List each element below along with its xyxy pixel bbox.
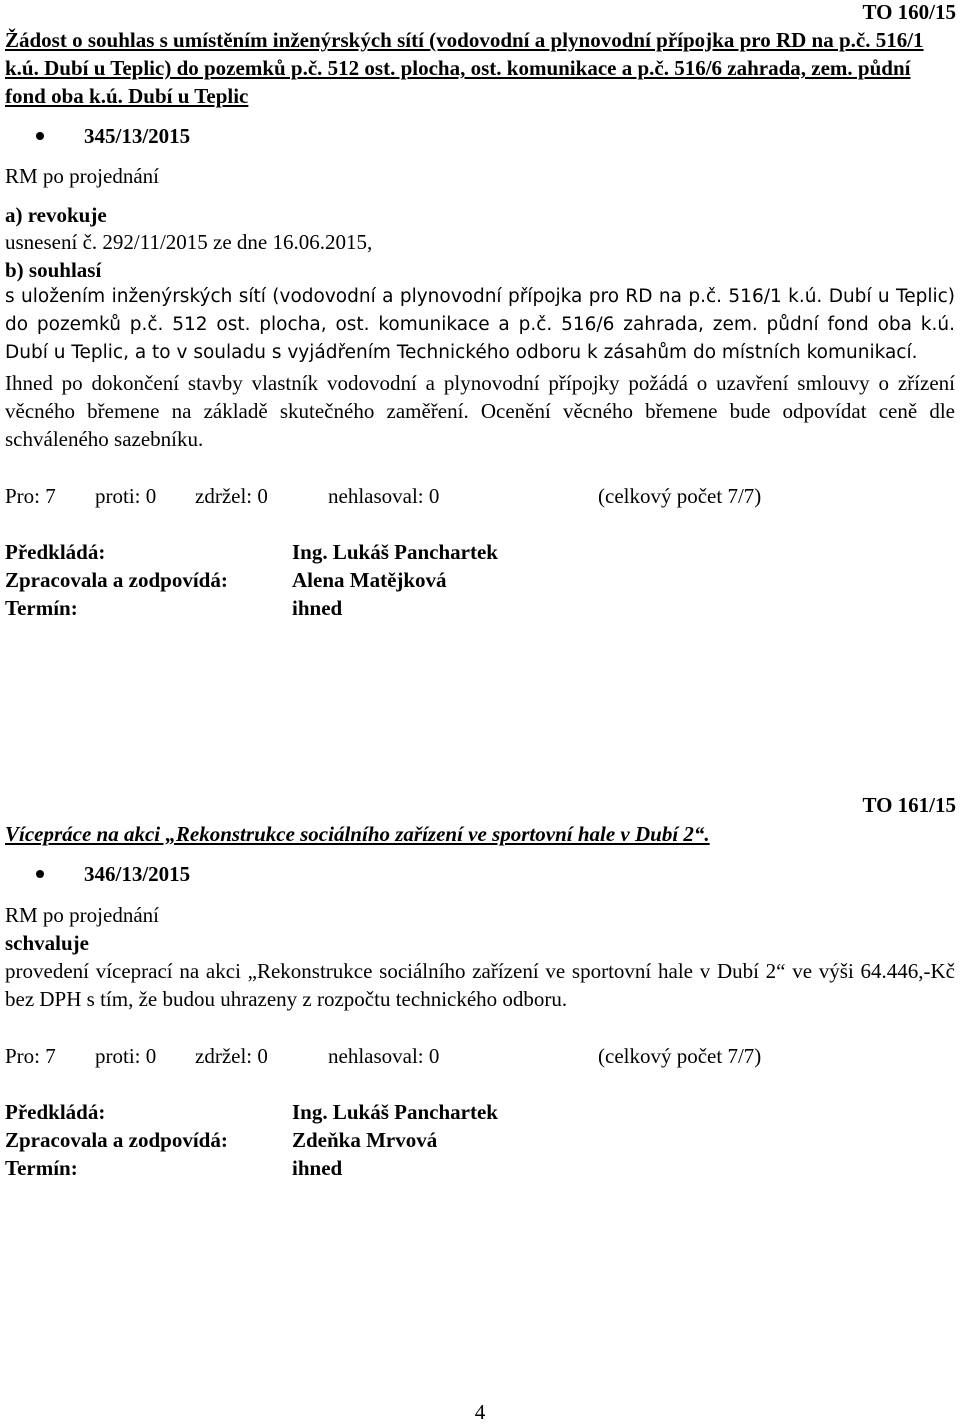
submitter-label: Předkládá: [5, 1100, 106, 1124]
submitter-name: Ing. Lukáš Panchartek [292, 1100, 498, 1124]
decision-text: provedení víceprací na akci „Rekonstrukce sociálního zařízení ve sportovní hale v Dubí 2“ ve výši 64.446,-Kč bez DPH s tím, že budou uhrazeny z rozpočtu technického odboru. [5, 959, 955, 1011]
vote-nehlasoval: nehlasoval: 0 [328, 484, 440, 508]
decision-label: schvaluje [5, 931, 89, 955]
bullet-icon [36, 870, 44, 878]
vote-pro: Pro: 7 [5, 484, 56, 508]
submitter-label: Předkládá: [5, 540, 106, 564]
prepared-label: Zpracovala a zodpovídá: [5, 1128, 228, 1152]
deadline-value: ihned [292, 1156, 343, 1180]
resolution-number: 345/13/2015 [84, 124, 191, 148]
vote-zdrzel: zdržel: 0 [195, 1044, 268, 1068]
after-discussion-label: RM po projednání [5, 903, 159, 927]
prepared-name: Zdeňka Mrvová [292, 1128, 438, 1152]
point-b-text-continued: Ihned po dokončení stavby vlastník vodovodní a plynovodní přípojky požádá o uzavření smlouvy o zřízení věcného břemene na základě skutečného zaměření. Ocenění věcného břemene bude odpovídat ceně dle schváleného sazebníku. [5, 371, 955, 451]
section2-resolution [36, 860, 190, 888]
vote-nehlasoval: nehlasoval: 0 [328, 1044, 440, 1068]
vote-pro: Pro: 7 [5, 1044, 56, 1068]
prepared-label: Zpracovala a zodpovídá: [5, 568, 228, 592]
vote-zdrzel: zdržel: 0 [195, 484, 268, 508]
point-a-text: usnesení č. 292/11/2015 ze dne 16.06.2015, [5, 230, 373, 254]
section2-signatures [5, 1098, 905, 1182]
vote-proti: proti: 0 [95, 484, 157, 508]
section1-title: Žádost o souhlas s umístěním inženýrských sítí (vodovodní a plynovodní přípojka pro RD na p.č. 516/1 k.ú. Dubí u Teplic) do pozemků p.č. 512 ost. plocha, ost. komunikace a p.č. 516/6 zahrada, zem. půdní fond oba k.ú. Dubí u Teplic [5, 28, 924, 108]
vote-proti: proti: 0 [95, 1044, 157, 1068]
vote-total: (celkový počet 7/7) [598, 484, 762, 508]
point-b-label: b) souhlasí [5, 258, 102, 282]
resolution-number: 346/13/2015 [84, 862, 191, 886]
deadline-label: Termín: [5, 1156, 78, 1180]
section2-code: TO 161/15 [862, 793, 956, 817]
point-b-text: s uložením inženýrských sítí (vodovodní a plynovodní přípojka pro RD na p.č. 516/1 k.ú. Dubí u Teplic) do pozemků p.č. 512 ost. plocha, ost. komunikace a p.č. 516/6 zahrada, zem. půdní fond oba k.ú. Dubí u Teplic, a to v souladu s vyjádřením Technického odboru k zásahům do místních komunikací. [5, 286, 955, 363]
page-number: 4 [474, 1400, 486, 1424]
after-discussion-label: RM po projednání [5, 164, 159, 188]
section1-signatures [5, 538, 905, 622]
deadline-label: Termín: [5, 596, 78, 620]
deadline-value: ihned [292, 596, 343, 620]
prepared-name: Alena Matějková [292, 568, 447, 592]
point-a-label: a) revokuje [5, 203, 107, 227]
section1-resolution [36, 122, 190, 150]
section2-title: Vícepráce na akci „Rekonstrukce sociálního zařízení ve sportovní hale v Dubí 2“. [5, 822, 710, 846]
submitter-name: Ing. Lukáš Panchartek [292, 540, 498, 564]
bullet-icon [36, 132, 44, 140]
section1-code: TO 160/15 [862, 0, 956, 24]
vote-total: (celkový počet 7/7) [598, 1044, 762, 1068]
